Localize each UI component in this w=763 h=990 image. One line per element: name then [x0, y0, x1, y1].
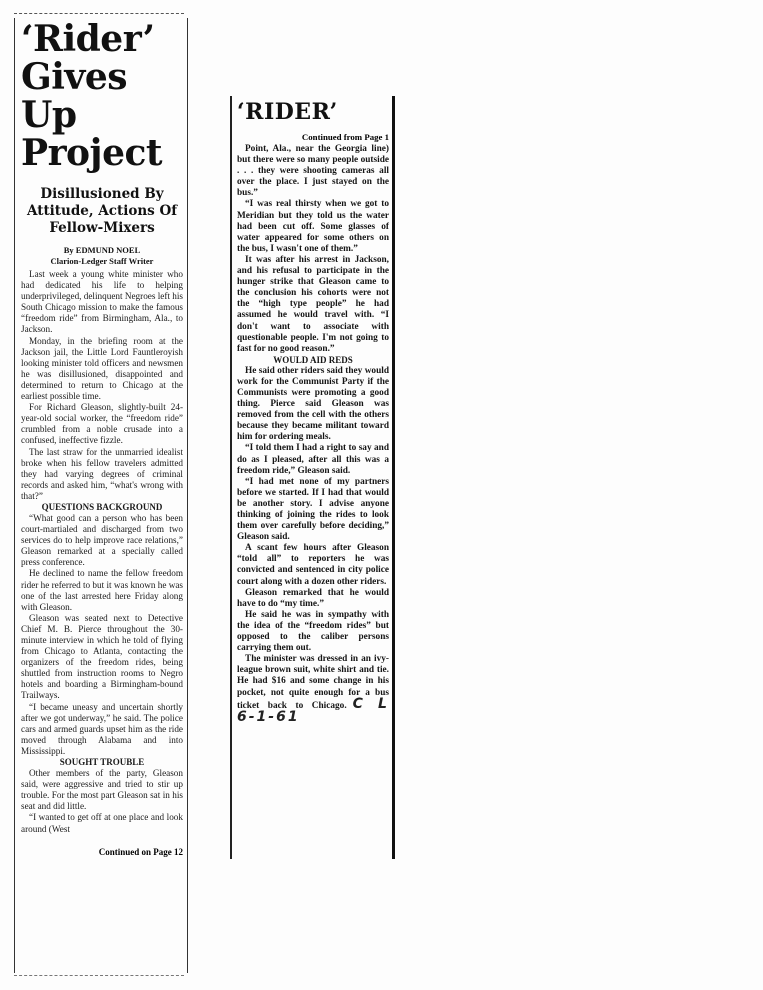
article-front-content — [21, 20, 183, 857]
top-rule — [14, 13, 184, 14]
handwritten-date-annotation: C L 6-1-61 — [237, 695, 389, 725]
section-heading: SOUGHT TROUBLE — [59, 757, 145, 768]
paragraph-text: The minister was dressed in an ivy-league brown suit, white shirt and tie. He had $16 and some change in his pocket, not quite enough for a bus ticket back to Chicago. — [237, 654, 389, 711]
paragraph: Other members of the party, Gleason said, were aggressive and tried to stir up trouble. For the most part Gleason sat in his seat and did little. — [21, 768, 183, 812]
subhead: Disillusioned By Attitude, Actions Of Fellow-Mixers — [26, 186, 178, 236]
paragraph: Gleason remarked that he would have to do “my time.” — [237, 587, 389, 609]
section-heading: WOULD AID REDS — [273, 354, 353, 365]
headline: ‘Rider’ Gives Up Project — [21, 18, 163, 174]
paragraph: For Richard Gleason, slightly-built 24-year-old social worker, the “freedom ride” crumbled from a noble crusade into a confused, ineffective fizzle. — [21, 402, 183, 446]
paragraph: “I told them I had a right to say and do as I pleased, after all this was a freedom ride,” Gleason said. — [237, 443, 389, 476]
paragraph: He said he was in sympathy with the idea of the “freedom rides” but opposed to the caliber persons carrying them out. — [237, 609, 389, 654]
bottom-rule — [14, 975, 184, 976]
article-column-front — [14, 18, 188, 973]
paragraph: It was after his arrest in Jackson, and his refusal to participate in the hunger strike that Gleason came to the conclusion his cohorts were not the “high type people” he had assumed he would travel with. “I don't want to associate with questionable people. I'm not going to fast for no good reason.” — [237, 254, 389, 354]
paragraph: Gleason was seated next to Detective Chief M. B. Pierce throughout the 30-minute interview in which he told of flying from Chicago to Atlanta, contacting the organizers of the freedom rides, being shuttled from instruction rooms to Negro hotels and boarding a Birmingham-bound Trailways. — [21, 612, 183, 701]
paragraph: “I had met none of my partners before we started. If I had that would be another story. I advise anyone thinking of joining the rides to look them over carefully before deciding,” Gleason said. — [237, 476, 389, 543]
article-body-front — [21, 269, 183, 835]
paragraph-final — [237, 654, 389, 725]
article-body-jump — [237, 144, 389, 725]
byline: By EDMUND NOEL — [63, 245, 141, 255]
paragraph: He declined to name the fellow freedom rider he referred to but it was known he was one of the last arrested here Friday along with Gleason. — [21, 568, 184, 612]
paragraph: “I was real thirsty when we got to Meridian but they told us the water had been cut off. Some glasses of water appeared for some others on the bus, I wasn't one of them.” — [237, 199, 389, 254]
continued-from-label: Continued from Page 1 — [301, 132, 389, 142]
article-jump-content — [237, 100, 389, 725]
paragraph: A scant few hours after Gleason “told all” to reporters he was convicted and sentenced in city police court along with a dozen other riders. — [237, 543, 389, 587]
paragraph: He said other riders said they would work for the Communist Party if the Communists were promoting a good thing. Pierce said Gleason was removed from the cell with the others because they became militant toward him for ordering meals. — [237, 365, 389, 443]
paragraph: Last week a young white minister who had dedicated his life to helping underprivileged, delinquent Negroes left his South Chicago mission to make the famous “freedom ride” from Birmingham, Ala., to Jackson. — [21, 269, 184, 335]
paragraph: “What good can a person who has been court-martialed and discharged from two services do to help improve race relations,” Gleason remarked at a specially called press conference. — [21, 512, 183, 568]
byline-title: Clarion-Ledger Staff Writer — [50, 256, 154, 266]
paragraph: Monday, in the briefing room at the Jackson jail, the Little Lord Fauntleroyish looking minister told officers and newsmen he was disillusioned, disappointed and determined to return to Chicago at the earliest possible time. — [21, 335, 183, 402]
paragraph: Point, Ala., near the Georgia line) but there were so many people outside . . . they were shooting cameras all over the place. I just stayed on the bus.” — [237, 144, 389, 199]
article-column-jump — [230, 96, 395, 859]
section-heading: QUESTIONS BACKGROUND — [41, 501, 163, 512]
continued-on-label: Continued on Page 12 — [98, 846, 183, 857]
paragraph: “I wanted to get off at one place and look around (West — [21, 812, 183, 834]
paragraph: The last straw for the unmarried idealist broke when his fellow travelers admitted they had varying degrees of criminal records and asked him, “what's wrong with that?” — [21, 446, 183, 501]
paragraph: “I became uneasy and uncertain shortly after we got underway,” he said. The police cars and armed guards upset him as the ride moved through Alabama and into Mississippi. — [21, 701, 183, 756]
jump-headline: ‘RIDER’ — [237, 99, 338, 125]
